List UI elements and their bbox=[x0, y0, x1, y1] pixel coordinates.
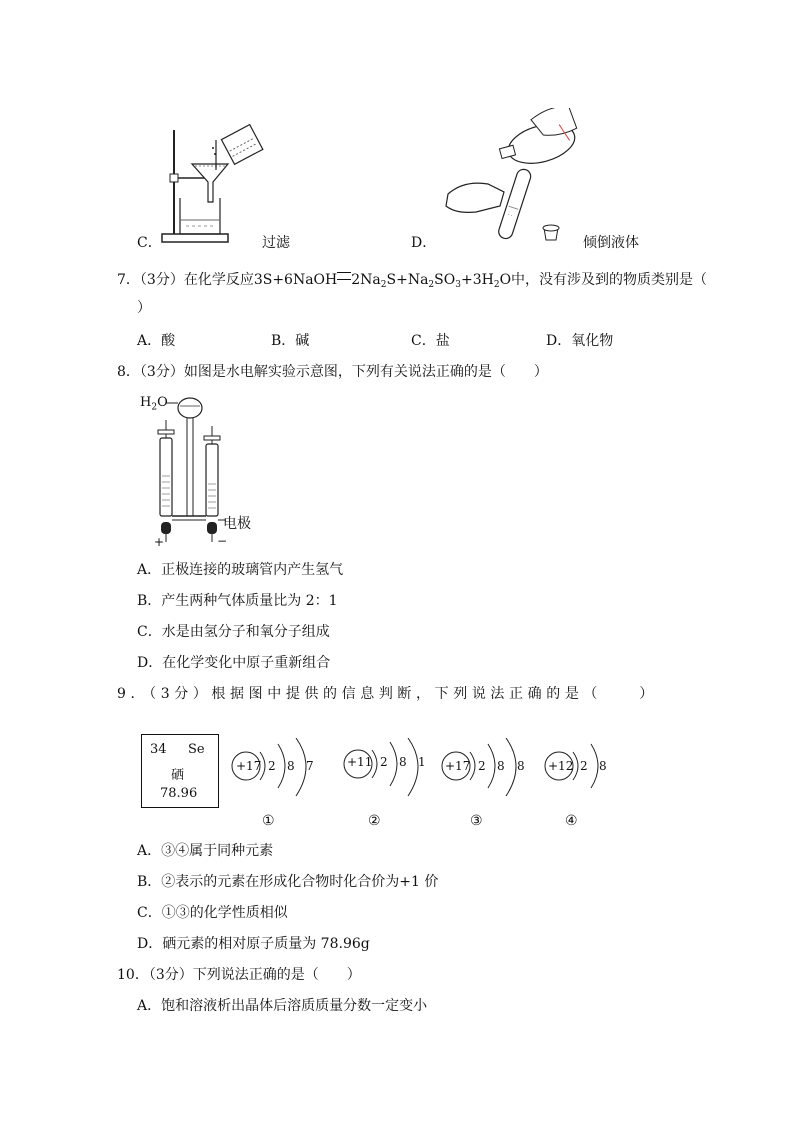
atom4-label: ④ bbox=[565, 813, 578, 829]
positive-sign: + bbox=[154, 535, 165, 549]
atom3-shell-3: 8 bbox=[517, 759, 525, 773]
q7-stem-close: ） bbox=[137, 300, 151, 316]
atom-structure-3 bbox=[440, 738, 530, 808]
atom3-label: ③ bbox=[470, 813, 483, 829]
equals-double-line bbox=[337, 272, 351, 280]
atom1-shell-1: 2 bbox=[268, 759, 276, 773]
q7-option-d[interactable]: D．氧化物 bbox=[546, 333, 614, 349]
atom4-shell-2: 8 bbox=[599, 759, 607, 773]
element-name: 硒 bbox=[171, 768, 185, 783]
q9-option-a[interactable]: A．③④属于同种元素 bbox=[137, 843, 274, 859]
atom1-shell-2: 8 bbox=[287, 759, 295, 773]
atom-structure-1 bbox=[230, 738, 320, 808]
q8-stem: 8．（3分）如图是水电解实验示意图，下列有关说法正确的是（ ） bbox=[117, 364, 548, 380]
atom-structure-2 bbox=[342, 738, 432, 808]
atom4-nucleus: +12 bbox=[548, 759, 574, 773]
element-symbol: Se bbox=[188, 742, 205, 757]
q8-option-b[interactable]: B．产生两种气体质量比为 2：1 bbox=[137, 593, 338, 609]
q8-option-d[interactable]: D．在化学变化中原子重新组合 bbox=[137, 655, 331, 671]
atom1-shell-3: 7 bbox=[306, 759, 314, 773]
q8-option-a[interactable]: A．正极连接的玻璃管内产生氢气 bbox=[137, 562, 344, 578]
filtration-figure bbox=[158, 122, 278, 246]
atomic-mass: 78.96 bbox=[160, 786, 198, 801]
q9-option-d[interactable]: D．硒元素的相对原子质量为 78.96g bbox=[137, 936, 370, 952]
q6-option-c-letter: C． bbox=[137, 235, 162, 251]
q6-option-c-caption: 过滤 bbox=[262, 235, 290, 251]
atom2-label: ② bbox=[368, 813, 381, 829]
element-card-selenium bbox=[141, 734, 219, 808]
q6-option-d-caption: 倾倒液体 bbox=[583, 235, 639, 251]
atom1-label: ① bbox=[262, 813, 275, 829]
pouring-liquid-figure bbox=[440, 108, 590, 248]
atom2-shell-1: 2 bbox=[380, 755, 388, 769]
q10-option-a[interactable]: A．饱和溶液析出晶体后溶质质量分数一定变小 bbox=[137, 998, 428, 1014]
q9-option-c[interactable]: C．①③的化学性质相似 bbox=[137, 905, 288, 921]
q7-option-b[interactable]: B．碱 bbox=[271, 333, 310, 349]
atom2-shell-2: 8 bbox=[399, 755, 407, 769]
negative-sign: − bbox=[217, 534, 228, 548]
electrolysis-apparatus-figure bbox=[150, 392, 230, 544]
atom2-shell-3: 1 bbox=[418, 755, 426, 769]
atom4-shell-1: 2 bbox=[580, 759, 588, 773]
atom2-nucleus: +11 bbox=[347, 755, 373, 769]
atom1-nucleus: +17 bbox=[236, 759, 262, 773]
q7-stem: 7．（3分）在化学反应3S+6NaOH $2Na_2S+Na_2SO_3+3H_2O$中，没有涉及到的物质类别是（ bbox=[117, 272, 708, 290]
q9-option-b[interactable]: B．②表示的元素在形成化合物时化合价为+1 价 bbox=[137, 874, 439, 890]
q7-option-a[interactable]: A．酸 bbox=[137, 333, 176, 349]
q10-stem: 10．（3分）下列说法正确的是（ ） bbox=[117, 967, 361, 983]
q9-stem: 9．（3分）根据图中提供的信息判断，下列说法正确的是（ ） bbox=[117, 686, 658, 702]
atom3-nucleus: +17 bbox=[445, 759, 471, 773]
atomic-number: 34 bbox=[150, 742, 167, 757]
atom3-shell-1: 2 bbox=[478, 759, 486, 773]
q6-option-d-letter: D． bbox=[411, 235, 437, 251]
atom3-shell-2: 8 bbox=[497, 759, 505, 773]
q7-option-c[interactable]: C．盐 bbox=[411, 333, 450, 349]
q8-option-c[interactable]: C．水是由氢分子和氧分子组成 bbox=[137, 624, 330, 640]
atom-structure-4 bbox=[543, 738, 613, 808]
h2o-label: $H_2O$ bbox=[140, 395, 168, 413]
electrode-label: 电极 bbox=[223, 516, 251, 532]
